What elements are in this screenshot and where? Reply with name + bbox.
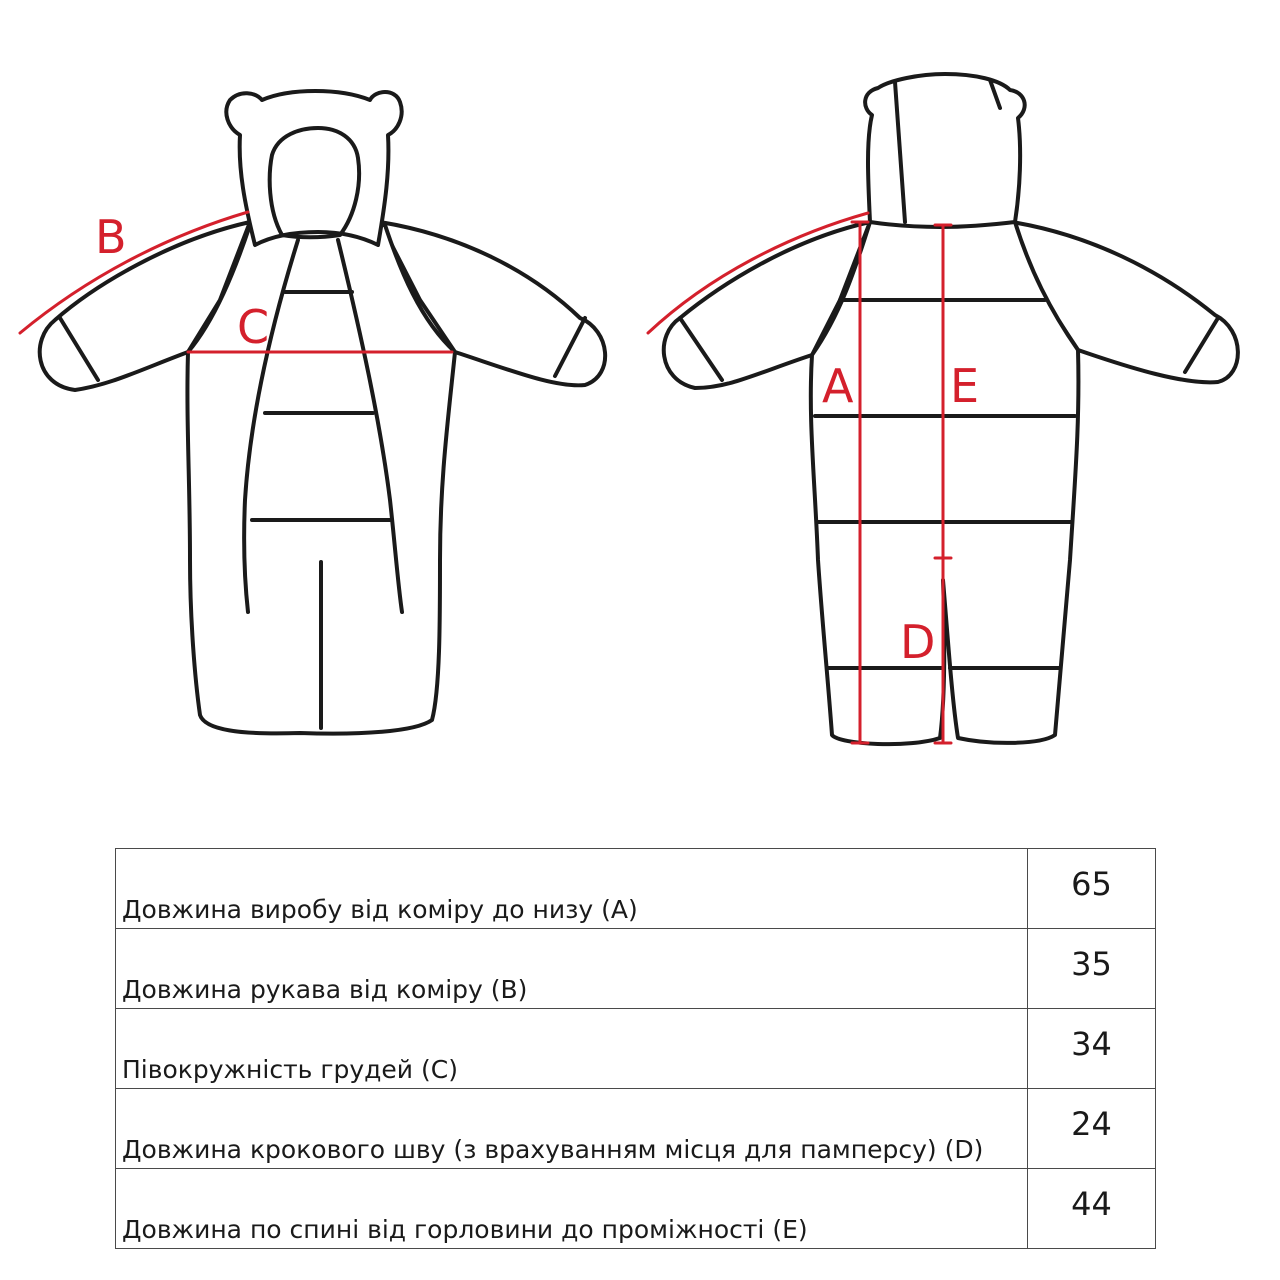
measurement-label: Півокружність грудей (C) [116, 1009, 1028, 1089]
measure-letter-b: B [95, 210, 127, 264]
measure-letter-c: C [237, 300, 270, 354]
measurement-label: Довжина по спині від горловини до проміжності (E) [116, 1169, 1028, 1249]
measure-letter-e: E [950, 359, 980, 413]
table-row [116, 1009, 1156, 1089]
measurement-value: 65 [1028, 849, 1156, 929]
measurement-value: 24 [1028, 1089, 1156, 1169]
table-row [116, 1169, 1156, 1249]
measurement-label: Довжина крокового шву (з врахуванням місця для памперсу) (D) [116, 1089, 1028, 1169]
measurement-value: 44 [1028, 1169, 1156, 1249]
measurement-value: 34 [1028, 1009, 1156, 1089]
front-view [40, 91, 605, 734]
back-hood [865, 74, 1025, 227]
measurement-label: Довжина рукава від коміру (B) [116, 929, 1028, 1009]
table-row [116, 929, 1156, 1009]
measure-letter-a: A [822, 359, 854, 413]
table-row [116, 849, 1156, 929]
measure-letter-d: D [900, 615, 936, 669]
front-hood [226, 91, 401, 245]
size-table [115, 848, 1156, 1249]
measurement-label: Довжина виробу від коміру до низу (A) [116, 849, 1028, 929]
table-row [116, 1089, 1156, 1169]
measurement-value: 35 [1028, 929, 1156, 1009]
